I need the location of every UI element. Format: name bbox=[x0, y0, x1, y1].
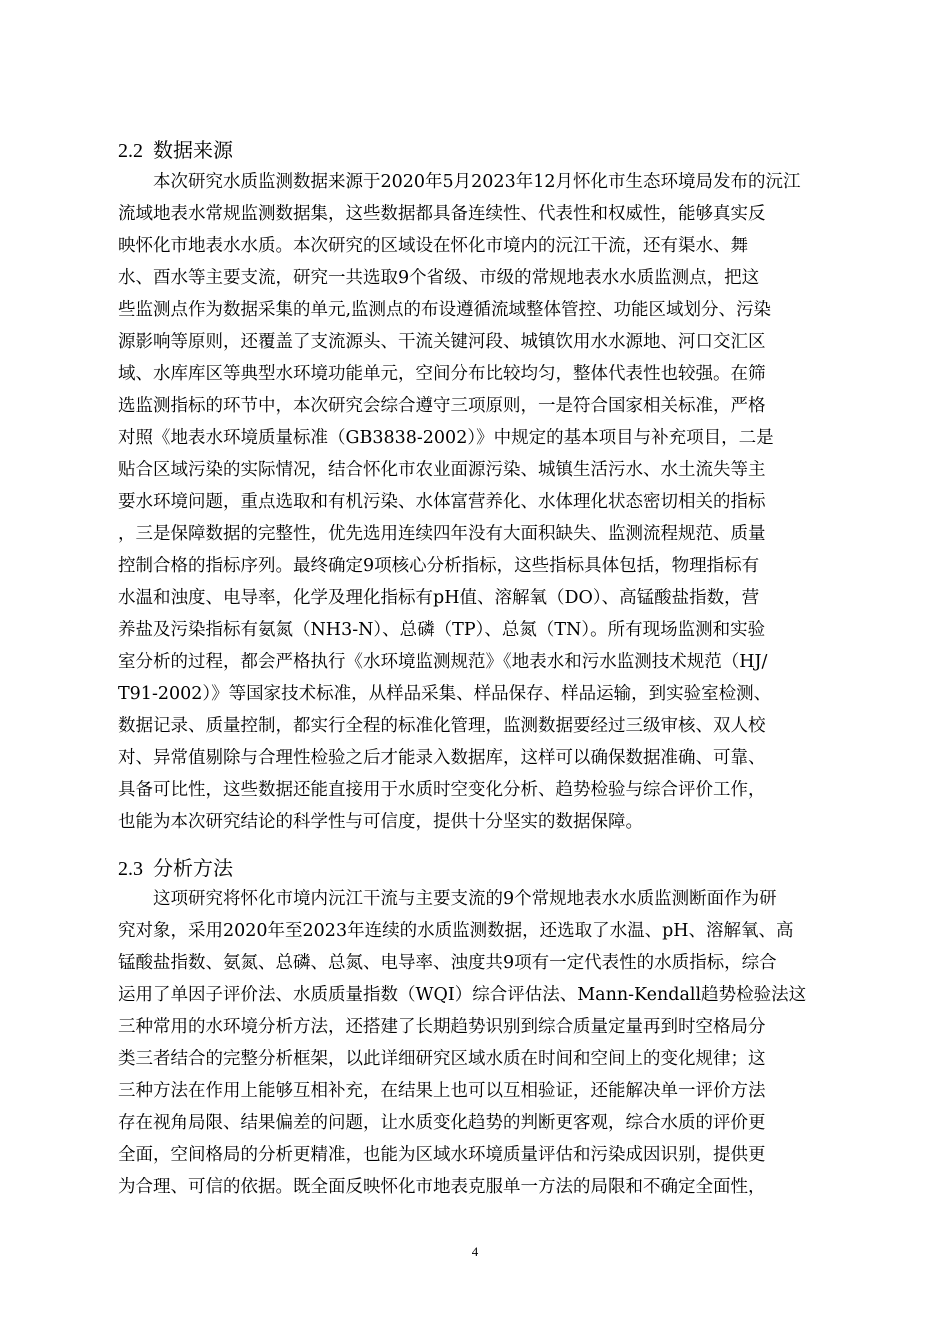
paragraph-line: 对照《地表水环境质量标准（GB3838-2002）》中规定的基本项目与补充项目，二是 bbox=[118, 428, 774, 448]
paragraph-line: 要水环境问题，重点选取和有机污染、水体富营养化、水体理化状态密切相关的指标 bbox=[118, 492, 766, 512]
section-2-3-paragraph bbox=[118, 883, 851, 1203]
paragraph-line: 域、水库库区等典型水环境功能单元，空间分布比较均匀，整体代表性也较强。在筛 bbox=[118, 364, 766, 384]
paragraph-line: 控制合格的指标序列。最终确定9项核心分析指标，这些指标具体包括，物理指标有 bbox=[118, 556, 760, 576]
paragraph-line: 数据记录、质量控制，都实行全程的标准化管理，监测数据要经过三级审核、双人校 bbox=[118, 716, 766, 736]
paragraph-line: ，三是保障数据的完整性，优先选用连续四年没有大面积缺失、监测流程规范、质量 bbox=[118, 524, 766, 544]
paragraph-line: 三种常用的水环境分析方法，还搭建了长期趋势识别到综合质量定量再到时空格局分 bbox=[118, 1017, 766, 1037]
section-number: 2.3 bbox=[118, 858, 143, 880]
paragraph-line: 源影响等原则，还覆盖了支流源头、干流关键河段、城镇饮用水水源地、河口交汇区 bbox=[118, 332, 766, 352]
section-heading-2-2 bbox=[118, 136, 233, 165]
paragraph-line: 锰酸盐指数、氨氮、总磷、总氮、电导率、浊度共9项有一定代表性的水质指标，综合 bbox=[118, 953, 777, 973]
section-number: 2.2 bbox=[118, 140, 143, 162]
section-heading-2-3 bbox=[118, 854, 233, 883]
paragraph-line: 贴合区域污染的实际情况，结合怀化市农业面源污染、城镇生活污水、水土流失等主 bbox=[118, 460, 766, 480]
paragraph-line: 映怀化市地表水水质。本次研究的区域设在怀化市境内的沅江干流，还有渠水、舞 bbox=[118, 236, 748, 256]
paragraph-line: 具备可比性，这些数据还能直接用于水质时空变化分析、趋势检验与综合评价工作， bbox=[118, 780, 766, 800]
paragraph-line: 对、异常值剔除与合理性检验之后才能录入数据库，这样可以确保数据准确、可靠、 bbox=[118, 748, 766, 768]
paragraph-line: 究对象，采用2020年至2023年连续的水质监测数据，还选取了水温、pH、溶解氧、高 bbox=[118, 921, 794, 941]
paragraph-line: 三种方法在作用上能够互相补充，在结果上也可以互相验证，还能解决单一评价方法 bbox=[118, 1081, 766, 1101]
section-title: 数据来源 bbox=[153, 138, 233, 162]
section-title: 分析方法 bbox=[153, 856, 233, 880]
paragraph-line: 类三者结合的完整分析框架，以此详细研究区域水质在时间和空间上的变化规律；这 bbox=[118, 1049, 766, 1069]
paragraph-line: 本次研究水质监测数据来源于2020年5月2023年12月怀化市生态环境局发布的沅江 bbox=[153, 172, 801, 192]
paragraph-line: 运用了单因子评价法、水质质量指数（WQI）综合评估法、Mann-Kendall趋势检验法这 bbox=[118, 985, 807, 1005]
paragraph-line: 这项研究将怀化市境内沅江干流与主要支流的9个常规地表水水质监测断面作为研 bbox=[153, 889, 777, 909]
paragraph-line: 全面，空间格局的分析更精准，也能为区域水环境质量评估和污染成因识别，提供更 bbox=[118, 1145, 766, 1165]
paragraph-line: 存在视角局限、结果偏差的问题，让水质变化趋势的判断更客观，综合水质的评价更 bbox=[118, 1113, 766, 1133]
paragraph-line: 室分析的过程，都会严格执行《水环境监测规范》《地表水和污水监测技术规范（HJ/ bbox=[118, 652, 768, 672]
page-number: 4 bbox=[471, 1244, 479, 1259]
paragraph-line: 些监测点作为数据采集的单元,监测点的布设遵循流域整体管控、功能区域划分、污染 bbox=[118, 300, 772, 320]
section-2-2-paragraph bbox=[118, 166, 851, 838]
paragraph-line: 选监测指标的环节中，本次研究会综合遵守三项原则，一是符合国家相关标准，严格 bbox=[118, 396, 766, 416]
paragraph-line: 也能为本次研究结论的科学性与可信度，提供十分坚实的数据保障。 bbox=[118, 812, 643, 832]
paragraph-line: 养盐及污染指标有氨氮（NH3-N）、总磷（TP）、总氮（TN）。所有现场监测和实验 bbox=[118, 620, 766, 640]
paragraph-line: T91-2002）》等国家技术标准，从样品采集、样品保存、样品运输，到实验室检测、 bbox=[118, 684, 772, 704]
paragraph-line: 流域地表水常规监测数据集，这些数据都具备连续性、代表性和权威性，能够真实反 bbox=[118, 204, 766, 224]
paragraph-line: 水温和浊度、电导率，化学及理化指标有pH值、溶解氧（DO）、高锰酸盐指数，营 bbox=[118, 588, 760, 608]
paragraph-line: 水、酉水等主要支流，研究一共选取9个省级、市级的常规地表水水质监测点，把这 bbox=[118, 268, 760, 288]
paragraph-line: 为合理、可信的依据。既全面反映怀化市地表克服单一方法的局限和不确定全面性， bbox=[118, 1177, 766, 1197]
